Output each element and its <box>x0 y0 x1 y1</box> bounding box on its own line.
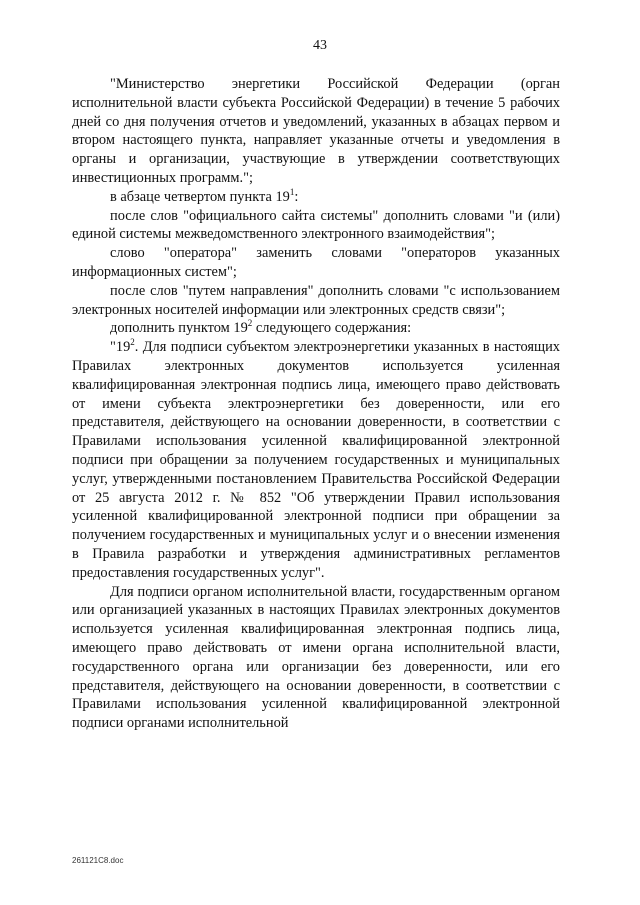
superscript-index: 2 <box>247 318 253 329</box>
paragraph-operator-amendment: слово "оператора" заменить словами "операторов указанных информационных систем"; <box>72 245 560 280</box>
paragraph-item-19-2-text <box>72 338 560 582</box>
paragraph-text: следующего содержания: <box>252 320 412 337</box>
paragraph-ministry-notice: "Министерство энергетики Российской Федерации (орган исполнительной власти субъекта Российской Федерации) в течение 5 рабочих дней со дня получения отчетов и уведомлений, указанных в абзацах первом и втором настоящего пункта, направляет указанные отчеты и уведомления в органы и организации, участвующие в утверждении соответствующих инвестиционных программ."; <box>72 76 560 186</box>
superscript-index: 1 <box>289 186 295 197</box>
document-body <box>72 75 560 733</box>
paragraph-text: в абзаце четвертом пункта 19 <box>110 188 290 205</box>
paragraph-official-site-amendment: после слов "официального сайта системы" дополнить словами "и (или) единой системы межведомственного электронного взаимодействия"; <box>72 207 560 243</box>
paragraph-item-19-2-intro <box>72 319 560 338</box>
paragraph-text: дополнить пунктом 19 <box>110 320 248 337</box>
paragraph-text: . Для подписи субъектом электроэнергетики указанных в настоящих Правилах электронных документов используется усиленная квалифицированная электронная подпись лица, имеющего право действовать от имени субъекта электроэнергетики без доверенности, или его представителя, действующего на основании доверенности, в соответствии с Правилами использования усиленной квалифицированной электронной подписи при обращении за получением государственных и муниципальных услуг, утвержденными постановлением Правительства Российской Федерации от 25 августа 2012 г. № 852 "Об утверждении Правил использования усиленной квалифицированной электронной подписи при обращении за получением государственных и муниципальных услуг и о внесении изменения в Правила разработки и утверждения административных регламентов предоставления государственных услуг". <box>72 339 560 581</box>
paragraph-executive-signature: Для подписи органом исполнительной власти, государственным органом или организацией указанных в настоящих Правилах электронных документов используется усиленная квалифицированная электронная подпись лица, имеющего право действовать от имени органа исполнительной власти, государственного органа или организации без доверенности, или его представителя, действующего на основании доверенности, в соответствии с Правилами использования усиленной квалифицированной электронной подписи органами исполнительной <box>72 583 560 732</box>
superscript-index: 2 <box>130 337 135 348</box>
paragraph-item-19-1-intro <box>72 188 560 207</box>
page-number: 43 <box>313 38 327 53</box>
paragraph-direction-amendment: после слов "путем направления" дополнить словами "с использованием электронных носителей информации или электронных средств связи"; <box>72 282 560 318</box>
footer-file-code: 261121C8.doc <box>72 856 124 865</box>
paragraph-text: : <box>294 188 299 205</box>
paragraph-text: "19 <box>110 339 131 356</box>
